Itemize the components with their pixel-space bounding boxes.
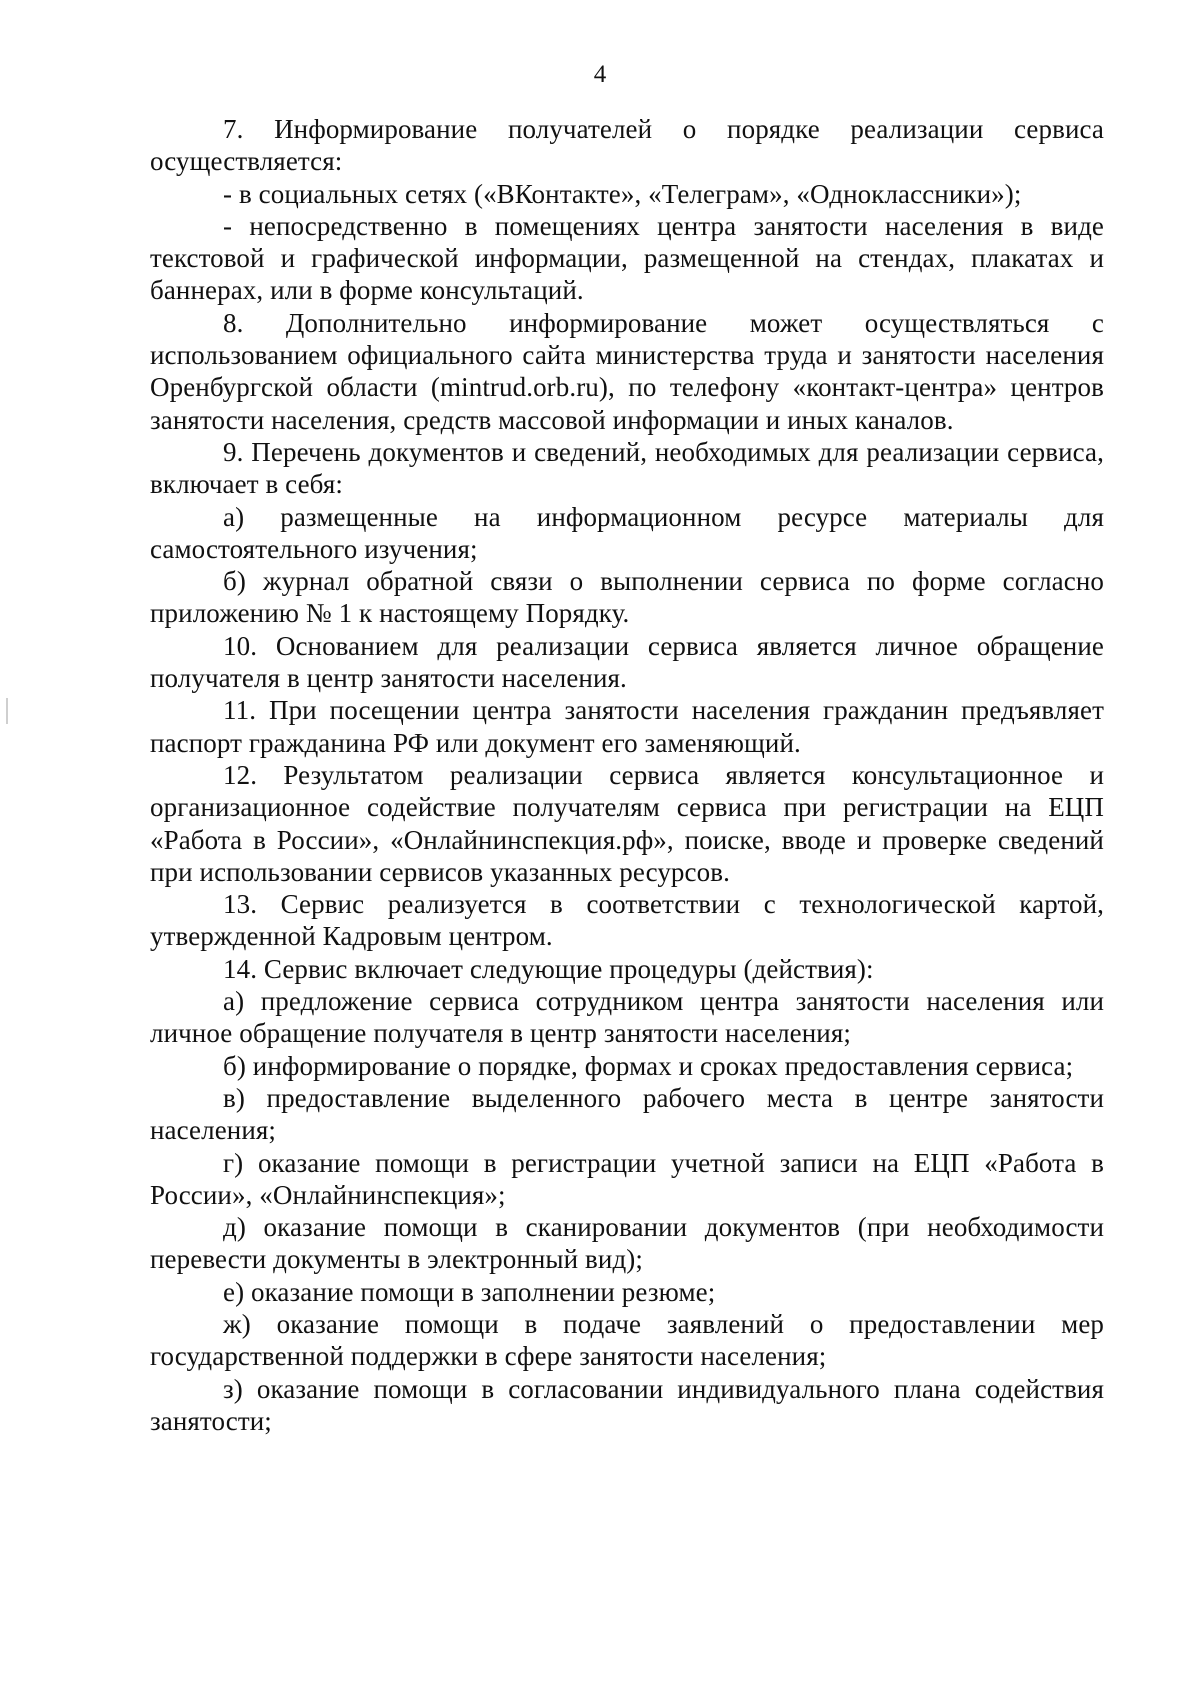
- paragraph-9: 9. Перечень документов и сведений, необходимых для реализации сервиса, включает в себя:: [150, 436, 1104, 500]
- paragraph-11: 11. При посещении центра занятости населения гражданин предъявляет паспорт гражданина РФ или документ его заменяющий.: [150, 695, 1104, 758]
- paragraph-14-item-d: д) оказание помощи в сканировании документов (при необходимости перевести документы в электронный вид);: [150, 1212, 1104, 1275]
- paragraph-14-item-a: а) предложение сервиса сотрудником центра занятости населения или личное обращение получателя в центр занятости населения;: [150, 986, 1104, 1049]
- scan-margin-mark: [6, 698, 8, 724]
- paragraph-14-item-e: е) оказание помощи в заполнении резюме;: [223, 1276, 716, 1307]
- paragraph-10: 10. Основанием для реализации сервиса является личное обращение получателя в центр занятости населения.: [150, 630, 1104, 694]
- paragraph-14-item-b: б) информирование о порядке, формах и сроках предоставления сервиса;: [223, 1050, 1074, 1081]
- paragraph-7: 7. Информирование получателей о порядке реализации сервиса осуществляется:: [150, 114, 1104, 177]
- page-number: 4: [593, 61, 607, 88]
- paragraph-14-item-zh: ж) оказание помощи в подаче заявлений о предоставлении мер государственной поддержки в сфере занятости населения;: [150, 1308, 1104, 1372]
- paragraph-7-social-networks: - в социальных сетях («ВКонтакте», «Телеграм», «Одноклассники»);: [223, 178, 1022, 209]
- paragraph-12: 12. Результатом реализации сервиса является консультационное и организационное содействие получателям сервиса при регистрации на ЕЦП «Работа в России», «Онлайнинспекция.рф», поиске, вводе и проверке сведений при использовании сервисов указанных ресурсов.: [150, 759, 1104, 887]
- paragraph-7-premises: - непосредственно в помещениях центра занятости населения в виде текстовой и графической информации, размещенной на стендах, плакатах и баннерах, или в форме консультаций.: [150, 210, 1104, 306]
- paragraph-14-item-v: в) предоставление выделенного рабочего места в центре занятости населения;: [150, 1082, 1104, 1146]
- paragraph-14-item-g: г) оказание помощи в регистрации учетной записи на ЕЦП «Работа в России», «Онлайнинспекция»;: [150, 1147, 1104, 1210]
- paragraph-13: 13. Сервис реализуется в соответствии с технологической картой, утвержденной Кадровым центром.: [150, 889, 1104, 952]
- paragraph-9-item-b: б) журнал обратной связи о выполнении сервиса по форме согласно приложению № 1 к настоящему Порядку.: [150, 566, 1104, 629]
- document-body: [150, 113, 1104, 1437]
- paragraph-14-item-z: з) оказание помощи в согласовании индивидуального плана содействия занятости;: [150, 1373, 1104, 1436]
- paragraph-14: 14. Сервис включает следующие процедуры (действия):: [223, 953, 874, 984]
- paragraph-9-item-a: а) размещенные на информационном ресурсе материалы для самостоятельного изучения;: [150, 501, 1104, 564]
- paragraph-8: 8. Дополнительно информирование может осуществляться с использованием официального сайта министерства труда и занятости населения Оренбургской области (mintrud.orb.ru), по телефону «контакт-центра» центров занятости населения, средств массовой информации и иных каналов.: [150, 307, 1104, 435]
